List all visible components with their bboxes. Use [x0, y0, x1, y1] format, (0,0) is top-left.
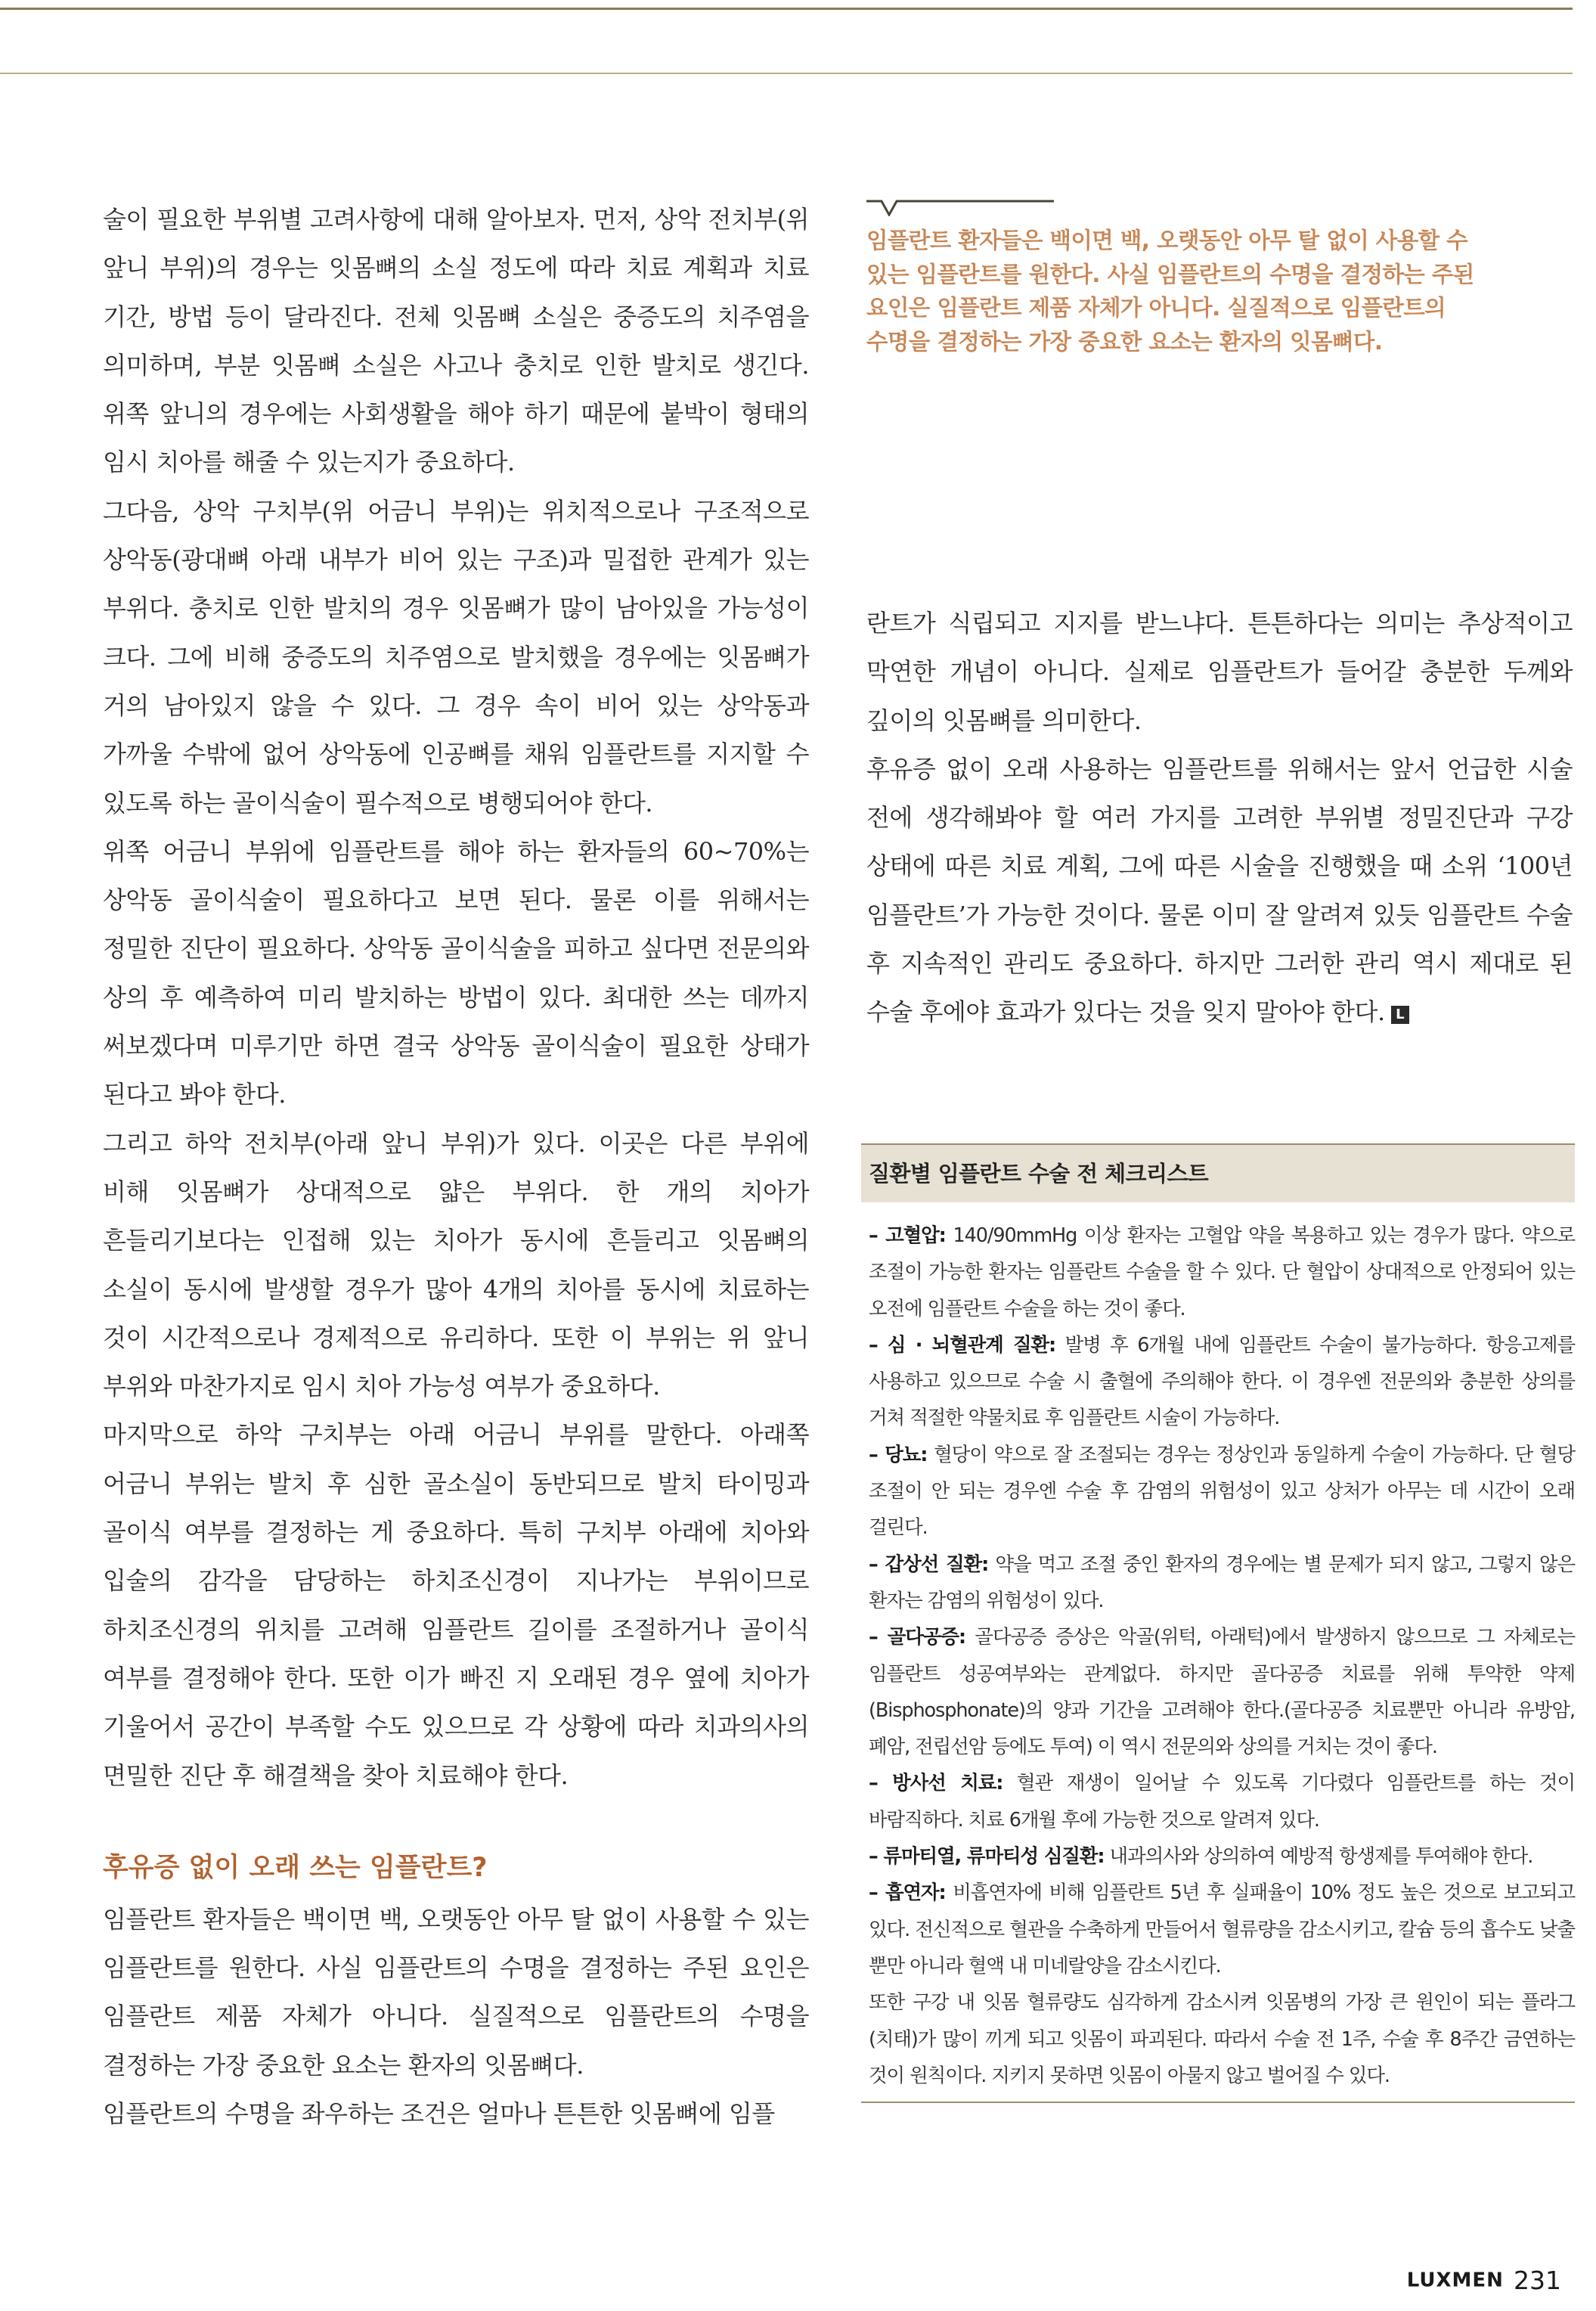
checklist-term: – 류마티열, 류마티성 심질환: [869, 1845, 1105, 1869]
checklist-items [861, 1218, 1575, 2103]
checklist-term: – 심 · 뇌혈관계 질환: [869, 1333, 1056, 1357]
checklist-item [869, 1765, 1575, 1838]
pull-quote-line: 요인은 임플란트 제품 자체가 아니다. 실질적으로 임플란트의 [866, 295, 1446, 321]
checklist-item [869, 1984, 1575, 2094]
body-paragraph: 마지막으로 하악 구치부는 아래 어금니 부위를 말한다. 아래쪽 어금니 부위는 발치 후 심한 골소실이 동반되므로 발치 타이밍과 골이식 여부를 결정하는 게 중요하다. 특히 구치부 아래에 치아와 입술의 감각을 담당하는 하치조신경이 지나가는 부위이므로 하치조신경의 위치를 고려해 임플란트 길이를 조절하거나 골이식 여부를 결정해야 한다. 또한 이가 빠진 지 오래된 경우 옆에 치아가 기울어서 공간이 부족할 수도 있으므로 각 상황에 따라 치과의사의 면밀한 진단 후 해결책을 찾아 치료해야 한다. [103, 1420, 809, 1790]
body-paragraph: 그리고 하악 전치부(아래 앞니 부위)가 있다. 이곳은 다른 부위에 비해 잇몸뼈가 상대적으로 얇은 부위다. 한 개의 치아가 흔들리기보다는 인접해 있는 치아가 동시에 흔들리고 잇몸뼈의 소실이 동시에 발생할 경우가 많아 4개의 치아를 동시에 치료하는 것이 시간적으로나 경제적으로 유리하다. 또한 이 부위는 위 앞니 부위와 마찬가지로 임시 치아 가능성 여부가 중요하다. [103, 1128, 809, 1401]
checklist-term: – 흡연자: [869, 1881, 946, 1905]
page-footer [1407, 2266, 1561, 2296]
checklist-text: 혈관 재생이 일어날 수 있도록 기다렸다 임플란트를 하는 것이 바람직하다. 치료 6개월 후에 가능한 것으로 알려져 있다. [869, 1772, 1575, 1832]
body-paragraph: 술이 필요한 부위별 고려사항에 대해 알아보자. 먼저, 상악 전치부(위 앞니 부위)의 경우는 잇몸뼈의 소실 정도에 따라 치료 계획과 치료 기간, 방법 등이 달라진다. 전체 잇몸뼈 소실은 중증도의 치주염을 의미하며, 부분 잇몸뼈 소실은 사고나 충치로 인한 발치로 생긴다. 위쪽 앞니의 경우에는 사회생활을 해야 하기 때문에 붙박이 형태의 임시 치아를 해줄 수 있는지가 중요하다. [103, 205, 809, 477]
checklist-text: 내과의사와 상의하여 예방적 항생제를 투여해야 한다. [1104, 1845, 1533, 1869]
header-rule-secondary [0, 73, 1573, 74]
pull-quote-line: 임플란트 환자들은 백이면 백, 오랫동안 아무 탈 없이 사용할 수 [866, 228, 1468, 253]
checklist-text: 혈당이 약으로 잘 조절되는 경우는 정상인과 동일하게 수술이 가능하다. 단 혈당 조절이 안 되는 경우엔 수술 후 감염의 위험성이 있고 상처가 아무는 데 시간이 오래 걸린다. [869, 1443, 1575, 1540]
body-paragraph: 임플란트의 수명을 좌우하는 조건은 얼마나 튼튼한 잇몸뼈에 임플 [103, 2099, 775, 2128]
checklist-text: 발병 후 6개월 내에 임플란트 수술이 불가능하다. 항응고제를 사용하고 있으므로 수술 시 출혈에 주의해야 한다. 이 경우엔 전문의와 충분한 상의를 거쳐 적절한 약물치료 후 임플란트 시술이 가능하다. [869, 1333, 1575, 1430]
checklist-item [869, 1546, 1575, 1620]
body-paragraph: 임플란트 환자들은 백이면 백, 오랫동안 아무 탈 없이 사용할 수 있는 임플란트를 원한다. 사실 임플란트의 수명을 결정하는 주된 요인은 임플란트 제품 자체가 아니다. 실질적으로 임플란트의 수명을 결정하는 가장 중요한 요소는 환자의 잇몸뼈다. [103, 1904, 809, 2080]
checklist-text: 또한 구강 내 잇몸 혈류량도 심각하게 감소시켜 잇몸병의 가장 큰 원인이 되는 플라그(치태)가 많이 끼게 되고 잇몸이 파괴된다. 따라서 수술 전 1주, 수술 후 8주간 금연하는 것이 원칙이다. 지키지 못하면 잇몸이 아물지 않고 벌어질 수 있다. [869, 1991, 1575, 2087]
body-paragraph: 란트가 식립되고 지지를 받느냐다. 튼튼하다는 의미는 추상적이고 막연한 개념이 아니다. 실제로 임플란트가 들어갈 충분한 두께와 깊이의 잇몸뼈를 의미한다. [866, 609, 1573, 735]
checklist-box [861, 1143, 1575, 2103]
pull-quote-line: 수명을 결정하는 가장 중요한 요소는 환자의 잇몸뼈다. [866, 328, 1383, 355]
body-paragraph-text: 후유증 없이 오래 사용하는 임플란트를 위해서는 앞서 언급한 시술 전에 생각해봐야 할 여러 가지를 고려한 부위별 정밀진단과 구강 상태에 따른 치료 계획, 그에 따른 시술을 진행했을 때 소위 ‘100년 임플란트’가 가능한 것이다. 물론 이미 잘 알려져 있듯 임플란트 수술 후 지속적인 관리도 중요하다. 하지만 그러한 관리 역시 제대로 된 수술 후에야 효과가 있다는 것을 잊지 말아야 한다. [866, 754, 1573, 1027]
checklist-term: – 고혈압: [869, 1224, 946, 1247]
checklist-item [869, 1875, 1575, 1984]
pull-quote-line: 있는 임플란트를 원한다. 사실 임플란트의 수명을 결정하는 주된 [866, 261, 1474, 287]
checklist-item [869, 1218, 1575, 1327]
checklist-item [869, 1437, 1575, 1546]
checklist-term: – 갑상선 질환: [869, 1553, 989, 1576]
checklist-text: 약을 먹고 조절 중인 환자의 경우에는 별 문제가 되지 않고, 그렇지 않은 환자는 감염의 위험성이 있다. [869, 1553, 1575, 1612]
checklist-item [869, 1619, 1575, 1765]
body-paragraph: 그다음, 상악 구치부(위 어금니 부위)는 위치적으로나 구조적으로 상악동(광대뼈 아래 내부가 비어 있는 구조)과 밀접한 관계가 있는 부위다. 충치로 인한 발치의 경우 잇몸뼈가 많이 남아있을 가능성이 크다. 그에 비해 중증도의 치주염으로 발치했을 경우에는 잇몸뼈가 거의 남아있지 않을 수 있다. 그 경우 속이 비어 있는 상악동과 가까울 수밖에 없어 상악동에 인공뼈를 채워 임플란트를 지지할 수 있도록 하는 골이식술이 필수적으로 병행되어야 한다. [103, 496, 809, 817]
left-column [103, 195, 809, 2138]
header-rule [0, 8, 1573, 10]
body-paragraph-last [866, 745, 1573, 1037]
checklist-text: 140/90mmHg 이상 환자는 고혈압 약을 복용하고 있는 경우가 많다. 약으로 조절이 가능한 환자는 임플란트 수술을 할 수 있다. 단 혈압이 상대적으로 안정되어 있는 오전에 임플란트 수술을 하는 것이 좋다. [869, 1224, 1576, 1320]
right-column [866, 599, 1573, 1037]
checklist-term: – 방사선 치료: [869, 1772, 1003, 1795]
checklist-text: 비흡연자에 비해 임플란트 5년 후 실패율이 10% 정도 높은 것으로 보고되고 있다. 전신적으로 혈관을 수축하게 만들어서 혈류량을 감소시키고, 칼슘 등의 흡수도 낮출 뿐만 아니라 혈액 내 미네랄양을 감소시킨다. [869, 1881, 1575, 1978]
checklist-term: – 골다공증: [869, 1626, 966, 1649]
checklist-text: 골다공증 증상은 악골(위턱, 아래턱)에서 발생하지 않으므로 그 자체로는 임플란트 성공여부와는 관계없다. 하지만 골다공증 치료를 위해 투약한 약제(Bisphosphonate)의 양과 기간을 고려해야 한다.(골다공증 치료뿐만 아니라 유방암, 폐암, 전립선암 등에도 투여) 이 역시 전문의와 상의를 거치는 것이 좋다. [869, 1626, 1575, 1759]
checklist-item [869, 1838, 1575, 1875]
magazine-brand: LUXMEN [1406, 2269, 1504, 2292]
checklist-term: – 당뇨: [869, 1443, 928, 1466]
checklist-item [869, 1327, 1575, 1437]
checklist-title: 질환별 임플란트 수술 전 체크리스트 [861, 1143, 1575, 1202]
pull-quote-text [866, 224, 1580, 358]
article-end-mark: L [1391, 1006, 1409, 1024]
body-paragraph: 위쪽 어금니 부위에 임플란트를 해야 하는 환자들의 60~70%는 상악동 골이식술이 필요하다고 보면 된다. 물론 이를 위해서는 정밀한 진단이 필요하다. 상악동 골이식술을 피하고 싶다면 전문의와 상의 후 예측하여 미리 발치하는 방법이 있다. 최대한 쓰는 데까지 써보겠다며 미루기만 하면 결국 상악동 골이식술이 필요한 상태가 된다고 봐야 한다. [103, 836, 809, 1109]
pull-quote-rule [866, 198, 1054, 216]
page-number: 231 [1514, 2266, 1561, 2295]
section-subheading: 후유증 없이 오래 쓰는 임플란트? [103, 1852, 488, 1883]
pull-quote [866, 198, 1580, 358]
